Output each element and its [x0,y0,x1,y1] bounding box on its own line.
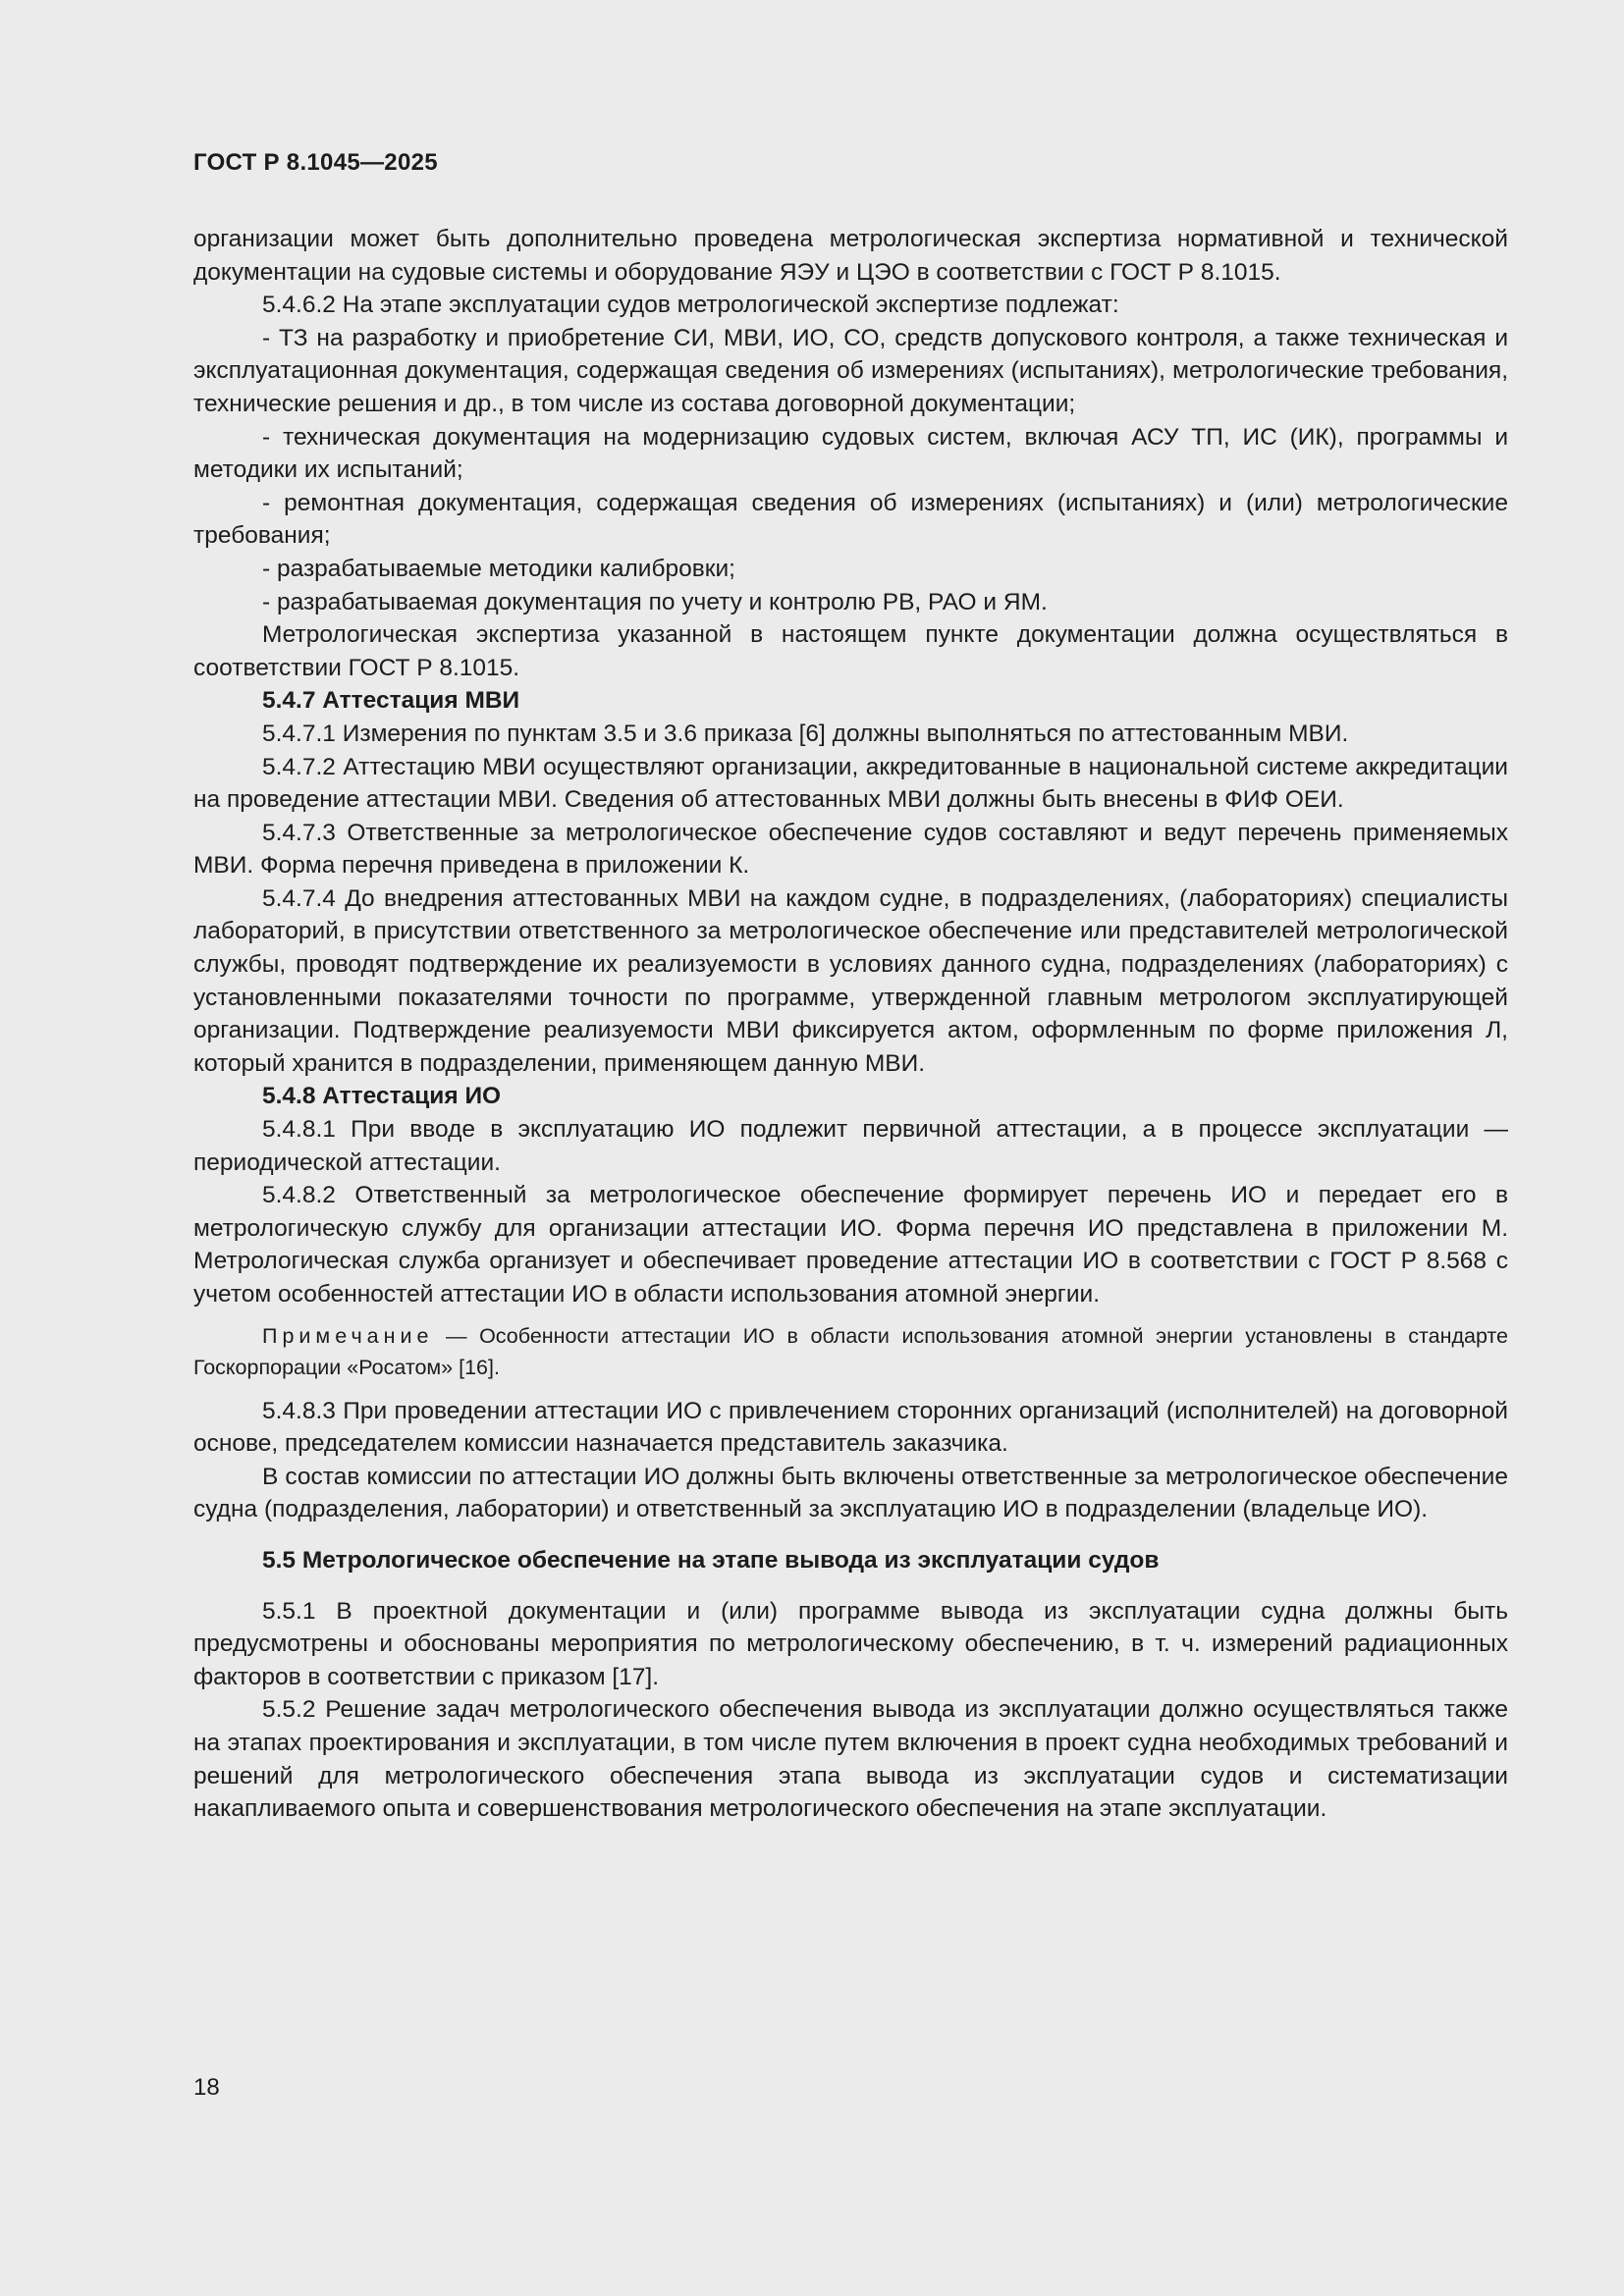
list-item: - разрабатываемая документация по учету и контролю РВ, РАО и ЯМ. [262,588,1048,615]
paragraph: 5.4.7.4 До внедрения аттестованных МВИ на каждом судне, в подразделениях, (лабораториях) специалисты лабораторий, в присутствии ответственного за метрологическое обеспечение или представителей метрологической службы, проводят подтверждение их реализуемости в условиях данного судна, подразделениях (лабораториях) с установленными показателями точности по программе, утвержденной главным метрологом эксплуатирующей организации. Подтверждение реализуемости МВИ фиксируется актом, оформленным по форме приложения Л, который хранится в подразделении, применяющем данную МВИ. [193,884,1508,1077]
list-item: - ремонтная документация, содержащая сведения об измерениях (испытаниях) и (или) метрологические требования; [193,489,1508,550]
paragraph: В состав комиссии по аттестации ИО должны быть включены ответственные за метрологическое обеспечение судна (подразделения, лаборатории) и ответственный за эксплуатацию ИО в подразделении (владельце ИО). [193,1463,1508,1523]
paragraph: 5.4.8.1 При вводе в эксплуатацию ИО подлежит первичной аттестации, а в процессе эксплуатации — периодической аттестации. [193,1116,1508,1176]
paragraph: 5.5.2 Решение задач метрологического обеспечения вывода из эксплуатации должно осуществляться также на этапах проектирования и эксплуатации, в том числе путем включения в проект судна необходимых требований и решений для метрологического обеспечения этапа вывода из эксплуатации судов и систематизации накапливаемого опыта и совершенствования метрологического обеспечения на этапе эксплуатации. [193,1696,1508,1823]
page-number: 18 [193,2074,220,2101]
paragraph: организации может быть дополнительно проведена метрологическая экспертиза нормативной и технической документации на судовые системы и оборудование ЯЭУ и ЦЭО в соответствии с ГОСТ Р 8.1015. [193,226,1508,286]
paragraph: 5.4.7.3 Ответственные за метрологическое обеспечение судов составляют и ведут перечень применяемых МВИ. Форма перечня приведена в приложении К. [193,819,1508,880]
paragraph: 5.5.1 В проектной документации и (или) программе вывода из эксплуатации судна должны быть предусмотрены и обоснованы мероприятия по метрологическому обеспечению, в т. ч. измерений радиационных факторов в соответствии с приказом [17]. [193,1597,1508,1690]
paragraph: Метрологическая экспертиза указанной в настоящем пункте документации должна осуществляться в соответствии ГОСТ Р 8.1015. [193,621,1508,681]
paragraph: 5.4.6.2 На этапе эксплуатации судов метрологической экспертизе подлежат: [262,292,1119,319]
list-item: - техническая документация на модернизацию судовых систем, включая АСУ ТП, ИС (ИК), программы и методики их испытаний; [193,423,1508,484]
subsection-heading: 5.4.8 Аттестация ИО [262,1083,502,1110]
note [193,1320,1508,1383]
subsection-heading: 5.4.7 Аттестация МВИ [262,687,520,715]
note-text: — Особенности аттестации ИО в области использования атомной энергии установлены в стандарте Госкорпорации «Росатом» [16]. [193,1323,1508,1379]
paragraph: 5.4.7.1 Измерения по пунктам 3.5 и 3.6 приказа [6] должны выполняться по аттестованным МВИ. [262,720,1349,747]
section-heading: 5.5 Метрологическое обеспечение на этапе вывода из эксплуатации судов [262,1546,1160,1574]
paragraph: 5.4.8.3 При проведении аттестации ИО с привлечением сторонних организаций (исполнителей) на договорной основе, председателем комиссии назначается представитель заказчика. [193,1397,1508,1458]
list-item: - ТЗ на разработку и приобретение СИ, МВИ, ИО, СО, средств допускового контроля, а также техническая и эксплуатационная документация, содержащая сведения об измерениях (испытаниях), метрологические требования, технические решения и др., в том числе из состава договорной документации; [193,324,1508,417]
list-item: - разрабатываемые методики калибровки; [262,555,735,582]
paragraph: 5.4.7.2 Аттестацию МВИ осуществляют организации, аккредитованные в национальной системе аккредитации на проведение аттестации МВИ. Сведения об аттестованных МВИ должны быть внесены в ФИФ ОЕИ. [193,753,1508,814]
note-label: Примечание [262,1323,434,1348]
document-body [193,223,1508,1826]
paragraph: 5.4.8.2 Ответственный за метрологическое обеспечение формирует перечень ИО и передает его в метрологическую службу для организации аттестации ИО. Форма перечня ИО представлена в приложении М. Метрологическая служба организует и обеспечивает проведение аттестации ИО в соответствии с ГОСТ Р 8.568 с учетом особенностей аттестации ИО в области использования атомной энергии. [193,1182,1508,1308]
document-header: ГОСТ Р 8.1045—2025 [193,149,438,176]
